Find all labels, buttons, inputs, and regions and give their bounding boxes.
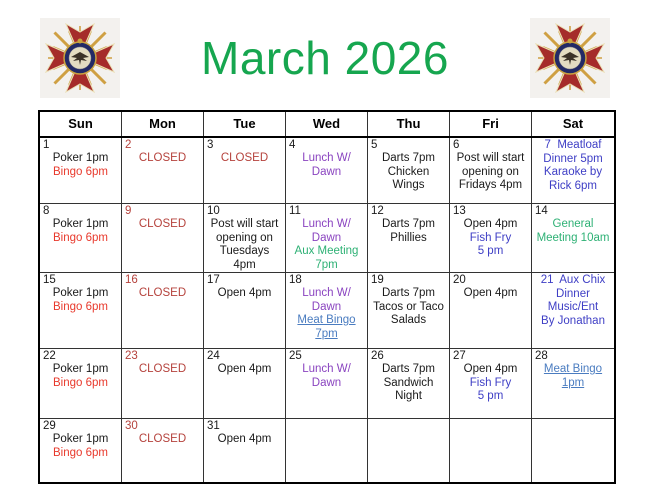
event-line: Bingo 6pm	[53, 165, 108, 178]
day-cell-empty	[368, 419, 450, 482]
event-line: Lunch W/	[302, 152, 351, 164]
event-line: Fish Fry	[469, 231, 512, 244]
event-line: Phillies	[390, 231, 427, 244]
week-row	[40, 204, 614, 273]
event-line: Aux Meeting	[294, 245, 359, 257]
day-cell-4	[286, 138, 368, 203]
event-line: Wings	[392, 179, 425, 191]
day-cell-19	[368, 273, 450, 348]
event-line: Bingo 6pm	[53, 376, 108, 389]
day-cell-5	[368, 138, 450, 203]
event-line: Poker 1pm	[52, 287, 109, 299]
day-cell-23	[122, 349, 204, 418]
day-cell-10	[204, 204, 286, 272]
event-line: Open 4pm	[463, 287, 518, 299]
day-cell-2	[122, 138, 204, 203]
day-number: 25	[289, 350, 302, 362]
day-number: 12	[371, 205, 384, 217]
event-line: 7pm	[315, 327, 338, 340]
event-line: Bingo 6pm	[53, 300, 108, 313]
event-line: 7 Meatloaf	[544, 139, 602, 151]
week-row	[40, 138, 614, 204]
day-cell-27	[450, 349, 532, 418]
week-row	[40, 273, 614, 349]
event-line: CLOSED	[138, 433, 187, 445]
event-line: 7pm	[315, 258, 338, 271]
weekday-header-sat: Sat	[562, 116, 584, 131]
event-line: Post will start	[456, 152, 525, 164]
day-number: 5	[371, 139, 378, 151]
event-line: Open 4pm	[217, 363, 272, 375]
event-line: Open 4pm	[217, 287, 272, 299]
day-number: 23	[125, 350, 138, 362]
event-line: Tacos or Taco	[373, 300, 444, 313]
weekday-header-sun: Sun	[40, 112, 122, 136]
event-line: Dawn	[311, 231, 342, 244]
weekday-header-fri: Fri	[450, 112, 532, 136]
day-cell-25	[286, 349, 368, 418]
day-cell-empty	[450, 419, 532, 482]
event-line: Darts 7pm	[381, 218, 436, 230]
event-line: Rick 6pm	[549, 179, 597, 192]
day-number: 28	[535, 350, 548, 362]
day-cell-31	[204, 419, 286, 482]
event-line: Darts 7pm	[381, 287, 436, 299]
event-line: opening on	[462, 165, 519, 178]
event-line: Open 4pm	[463, 218, 518, 230]
event-line: Dawn	[311, 165, 342, 178]
event-line: Meeting 10am	[536, 231, 610, 244]
day-number: 11	[289, 205, 301, 217]
day-number: 27	[453, 350, 466, 362]
weekday-header-thu: Thu	[368, 112, 450, 136]
event-line: Night	[395, 390, 422, 402]
day-cell-20	[450, 273, 532, 348]
day-cell-1	[40, 138, 122, 203]
day-cell-13	[450, 204, 532, 272]
day-cell-7	[532, 138, 614, 203]
event-line: CLOSED	[138, 218, 187, 230]
event-line: 4pm	[233, 258, 256, 271]
event-line: General	[552, 218, 594, 230]
event-line: Post will start	[210, 218, 279, 230]
calendar-table	[38, 110, 616, 484]
day-number: 22	[43, 350, 56, 362]
weekday-header-wed: Wed	[286, 112, 368, 136]
day-number: 26	[371, 350, 384, 362]
event-line: By Jonathan	[541, 314, 605, 327]
day-cell-17	[204, 273, 286, 348]
event-line: CLOSED	[138, 152, 187, 164]
calendar-body	[40, 138, 614, 482]
day-cell-empty	[532, 419, 614, 482]
day-cell-16	[122, 273, 204, 348]
weekday-header-tue: Tue	[204, 112, 286, 136]
event-line: 21 Aux Chix	[540, 274, 606, 286]
week-row	[40, 349, 614, 419]
day-number: 29	[43, 420, 56, 432]
event-line: Fridays 4pm	[458, 179, 523, 191]
day-number: 16	[125, 274, 138, 286]
event-line: Open 4pm	[463, 363, 518, 375]
event-line: Sandwich	[383, 376, 434, 389]
event-line: Poker 1pm	[52, 218, 109, 230]
event-line: Meat Bingo	[297, 314, 356, 326]
day-number: 8	[43, 205, 50, 217]
event-line: Poker 1pm	[52, 363, 109, 375]
day-number: 6	[453, 139, 460, 151]
event-line: Darts 7pm	[381, 363, 436, 375]
day-number: 19	[371, 274, 384, 286]
day-cell-18	[286, 273, 368, 348]
day-cell-22	[40, 349, 122, 418]
day-number: 18	[289, 274, 302, 286]
page-title: March 2026	[201, 32, 449, 84]
day-cell-24	[204, 349, 286, 418]
day-cell-8	[40, 204, 122, 272]
day-cell-30	[122, 419, 204, 482]
event-line: 5 pm	[477, 390, 504, 402]
day-number: 10	[207, 205, 220, 217]
event-line: Karaoke by	[543, 166, 603, 178]
event-line: Poker 1pm	[52, 433, 109, 445]
event-line: Lunch W/	[302, 287, 351, 299]
day-number: 14	[535, 205, 548, 217]
event-line: 1pm	[561, 376, 585, 389]
day-number: 30	[125, 420, 138, 432]
day-number: 15	[43, 274, 56, 286]
event-line: Dawn	[311, 376, 342, 389]
week-row	[40, 419, 614, 482]
day-number: 4	[289, 139, 296, 151]
day-cell-21	[532, 273, 614, 348]
day-number: 13	[453, 205, 466, 217]
day-number: 2	[125, 139, 132, 151]
day-number: 3	[207, 139, 214, 151]
day-cell-14	[532, 204, 614, 272]
event-line: Lunch W/	[302, 218, 351, 230]
event-line: Open 4pm	[217, 433, 272, 445]
day-number: 24	[207, 350, 220, 362]
event-line: Darts 7pm	[381, 152, 436, 164]
event-line: 5 pm	[477, 245, 504, 257]
day-cell-26	[368, 349, 450, 418]
event-line: Bingo 6pm	[53, 231, 108, 244]
event-line: Salads	[390, 314, 427, 326]
day-cell-empty	[286, 419, 368, 482]
day-cell-9	[122, 204, 204, 272]
weekday-header-mon: Mon	[122, 112, 204, 136]
event-line: Music/Ent	[547, 301, 599, 313]
day-number: 1	[43, 139, 50, 151]
day-number: 20	[453, 274, 466, 286]
event-line: CLOSED	[138, 287, 187, 299]
day-cell-3	[204, 138, 286, 203]
day-cell-11	[286, 204, 368, 272]
day-number: 31	[207, 420, 220, 432]
event-line: Poker 1pm	[52, 152, 109, 164]
event-line: Tuesdays	[219, 245, 270, 257]
day-number: 9	[125, 205, 132, 217]
event-line: CLOSED	[138, 363, 187, 375]
event-line: Chicken	[387, 165, 430, 178]
weekday-header-row	[40, 112, 614, 138]
day-cell-12	[368, 204, 450, 272]
event-line: opening on	[216, 231, 273, 244]
event-line: Dinner	[556, 287, 590, 300]
day-cell-29	[40, 419, 122, 482]
day-cell-28	[532, 349, 614, 418]
event-line: Dinner 5pm	[543, 152, 603, 165]
day-cell-15	[40, 273, 122, 348]
day-number: 17	[207, 274, 220, 286]
event-line: Dawn	[311, 300, 342, 313]
event-line: Meat Bingo	[543, 363, 603, 375]
event-line: Bingo 6pm	[53, 446, 108, 459]
event-line: Lunch W/	[302, 363, 351, 375]
day-cell-6	[450, 138, 532, 203]
event-line: Fish Fry	[469, 376, 512, 389]
event-line: CLOSED	[220, 152, 269, 164]
